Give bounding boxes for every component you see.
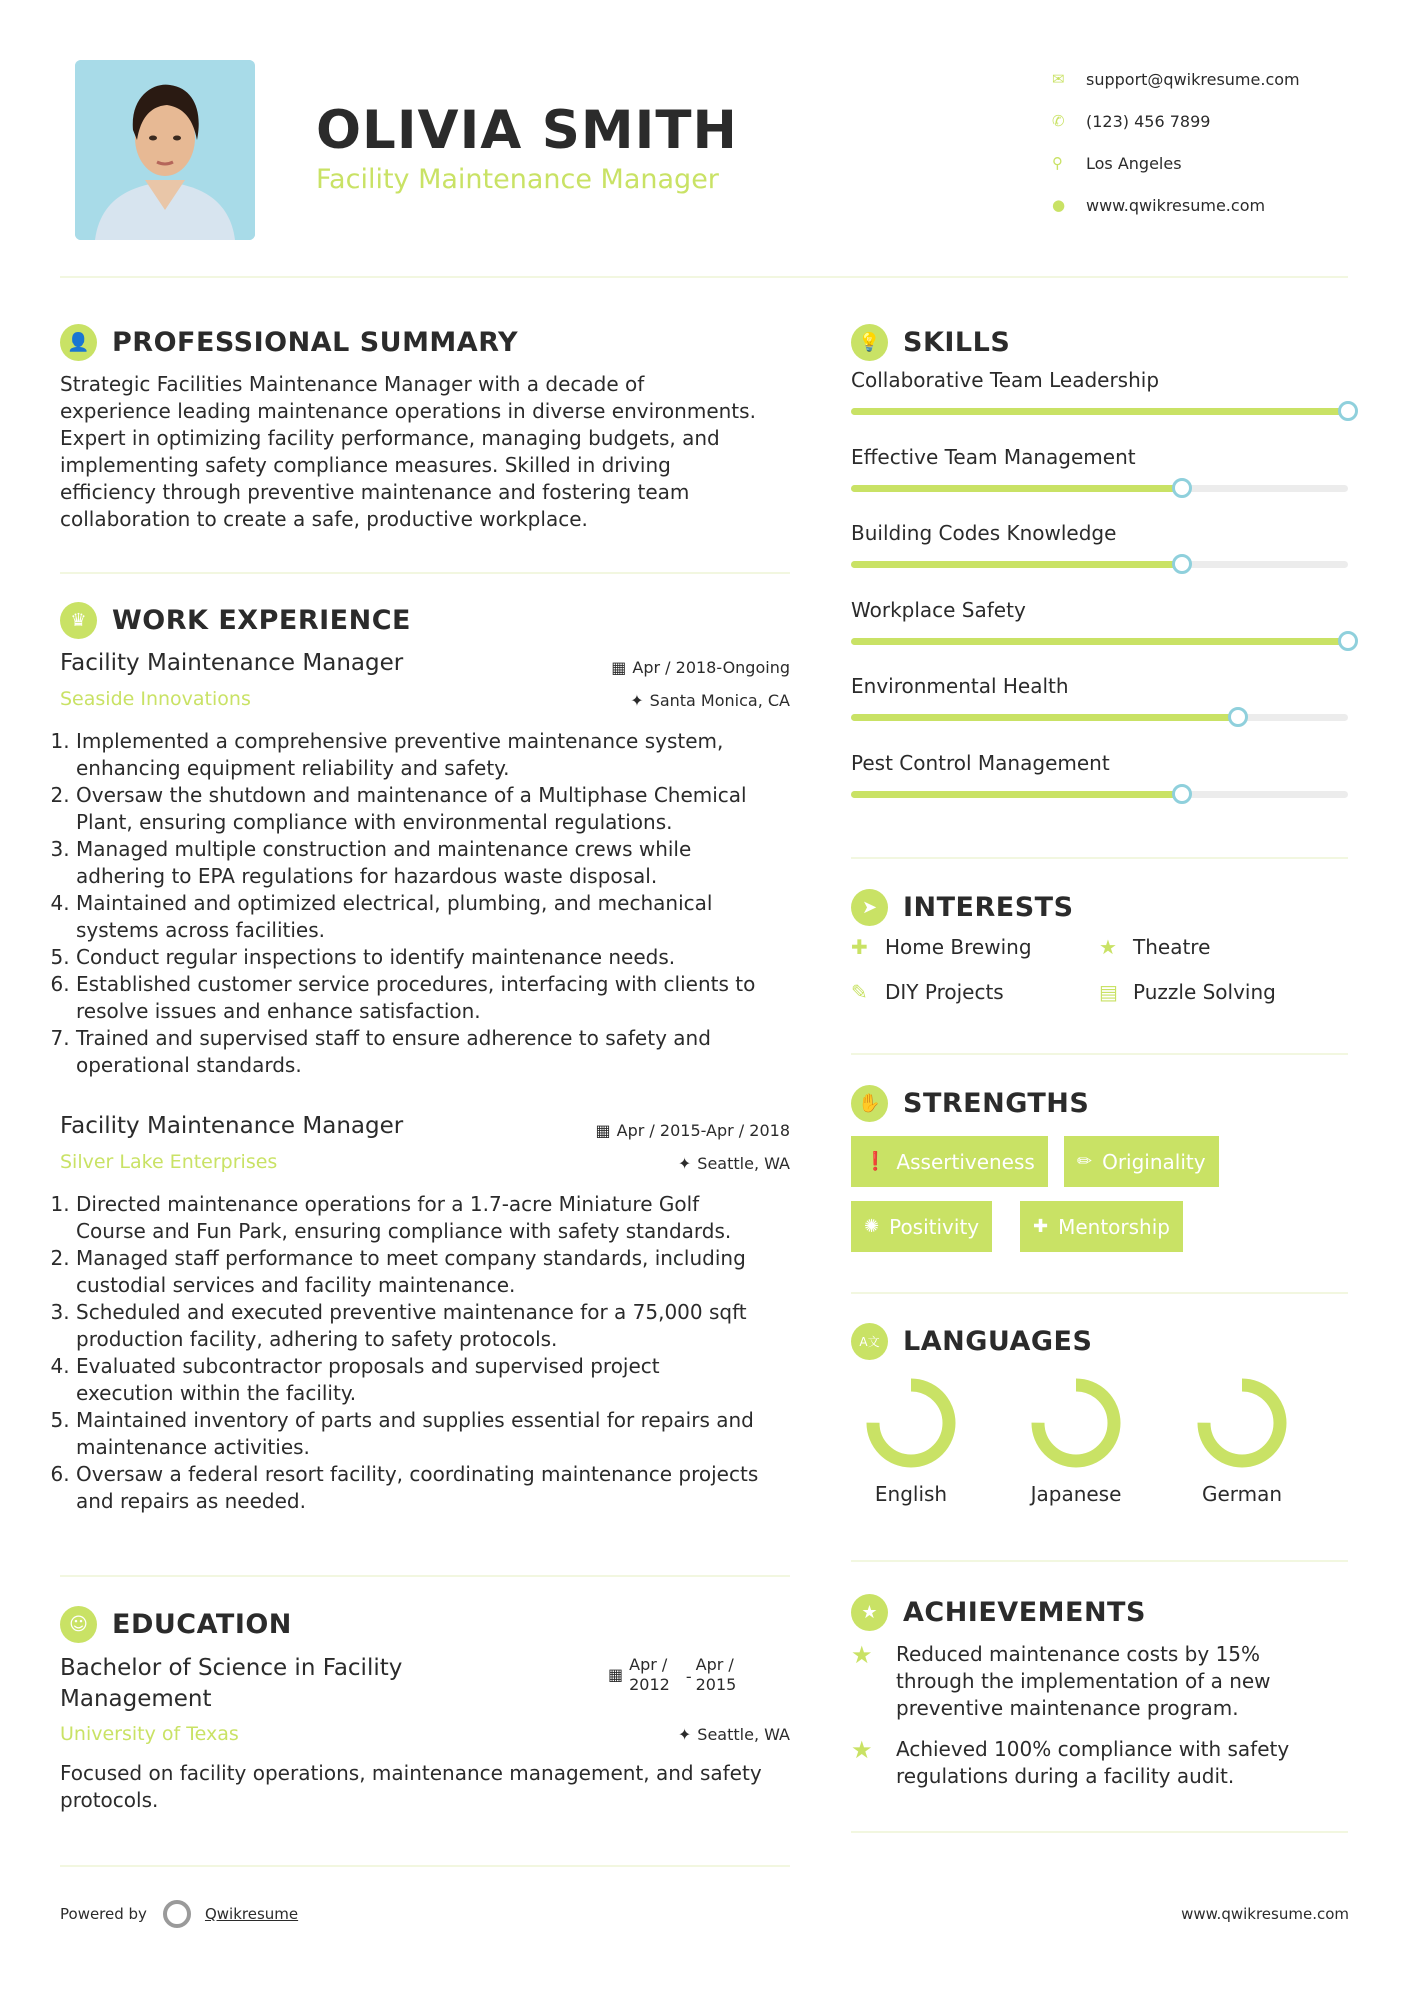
job-title: Facility Maintenance Manager [60, 650, 404, 676]
education-date [608, 1655, 736, 1695]
skill-name: Collaborative Team Leadership [851, 368, 1160, 392]
interest-item: ✎ DIY Projects [851, 980, 1004, 1004]
list-item: 1. Implemented a comprehensive preventive maintenance system, enhancing equipment reliability and safety. [76, 728, 807, 782]
language-gauge [1031, 1378, 1121, 1468]
school-name: University of Texas [60, 1723, 239, 1745]
language-gauge-arc [1038, 1385, 1114, 1461]
education-date-sep: - [685, 1667, 692, 1686]
wrench-icon: ✎ [851, 980, 868, 1004]
list-item: 2. Oversaw the shutdown and maintenance of a Multiphase Chemical Plant, ensuring compliance with environmental regulations. [76, 782, 807, 836]
job-duties [57, 1191, 807, 1515]
language-item [1167, 1378, 1317, 1506]
job-company: Seaside Innovations [60, 688, 251, 710]
skill-bar-knob [1172, 784, 1192, 804]
skills-title: SKILLS [903, 327, 1011, 358]
skill-bar [851, 408, 1348, 415]
achievements-divider [851, 1831, 1348, 1833]
pencil-icon: ✏ [1077, 1151, 1093, 1172]
achievement-item: ★ Reduced maintenance costs by 15% through the implementation of a new preventive maintenance program. [851, 1641, 1271, 1720]
qwikresume-logo-icon [163, 1900, 191, 1928]
paper-plane-icon: ➤ [851, 889, 888, 926]
skills-divider [851, 857, 1348, 859]
skill-bar [851, 485, 1348, 492]
summary-text [60, 371, 800, 533]
job-location-text: Seattle, WA [697, 1154, 790, 1173]
contact-list [1052, 58, 1300, 226]
location-icon: ⚲ [1052, 154, 1063, 172]
experience-title: WORK EXPERIENCE [112, 605, 411, 636]
candidate-name: OLIVIA SMITH [316, 100, 738, 161]
language-gauge [866, 1378, 956, 1468]
footer-website[interactable]: www.qwikresume.com [1181, 1905, 1349, 1923]
contact-website[interactable] [1052, 184, 1300, 226]
job-location [678, 1154, 790, 1173]
education-description: Focused on facility operations, maintenance management, and safety protocols. [60, 1761, 762, 1812]
skill-bar-knob [1338, 631, 1358, 651]
skill-bar-knob [1172, 554, 1192, 574]
job-location [630, 691, 790, 710]
calendar-icon: ▦ [595, 1121, 611, 1140]
avatar-illustration [75, 60, 255, 240]
hand-icon: ✋ [851, 1085, 888, 1122]
interest-item: ✚ Home Brewing [851, 935, 1032, 959]
candidate-role: Facility Maintenance Manager [316, 164, 719, 195]
phone-icon: ✆ [1052, 112, 1065, 130]
language-gauge [1197, 1378, 1287, 1468]
skill-bar [851, 638, 1348, 645]
star-icon: ★ [851, 1641, 873, 1669]
list-item: 2. Managed staff performance to meet company standards, including custodial services and facility maintenance. [76, 1245, 807, 1299]
skill-name: Environmental Health [851, 674, 1069, 698]
job-date-text: Apr / 2018-Ongoing [632, 658, 790, 677]
skills-heading [851, 324, 1010, 361]
skill-item [851, 368, 1348, 415]
job-date [611, 658, 790, 677]
pin-icon: ✦ [677, 1154, 692, 1173]
strengths-title: STRENGTHS [903, 1088, 1090, 1119]
skill-name: Building Codes Knowledge [851, 521, 1117, 545]
contact-phone-text: (123) 456 7899 [1086, 111, 1211, 131]
summary-divider [60, 572, 790, 574]
job-date [596, 1121, 790, 1140]
list-item: 5. Maintained inventory of parts and supplies essential for repairs and maintenance activities. [76, 1407, 807, 1461]
header-divider [60, 276, 1348, 278]
list-item: 7. Trained and supervised staff to ensure adherence to safety and operational standards. [76, 1025, 807, 1079]
language-name: Japanese [1030, 1482, 1122, 1506]
language-item [1001, 1378, 1151, 1506]
list-item: 4. Evaluated subcontractor proposals and supervised project execution within the facility. [76, 1353, 807, 1407]
footer-powered-by [60, 1900, 298, 1928]
calendar-icon: ▦ [611, 658, 627, 677]
education-title: EDUCATION [112, 1609, 292, 1640]
strength-chip: ✺ Positivity [851, 1201, 992, 1252]
summary-line: implementing safety compliance measures. Skilled in driving [60, 453, 671, 477]
list-item: 1. Directed maintenance operations for a 1.7-acre Miniature Golf Course and Fun Park, ensuring compliance with safety standards. [76, 1191, 807, 1245]
education-date-start: Apr / 2012 [629, 1655, 670, 1694]
skill-item [851, 445, 1348, 492]
graduation-icon: ☺ [60, 1606, 97, 1643]
contact-website-text: www.qwikresume.com [1086, 195, 1266, 215]
job-date-text: Apr / 2015-Apr / 2018 [616, 1121, 790, 1140]
list-item: 3. Scheduled and executed preventive maintenance for a 75,000 sqft production facility, adhering to safety protocols. [76, 1299, 807, 1353]
star-icon: ★ [851, 1736, 873, 1764]
skill-bar [851, 561, 1348, 568]
language-name: English [874, 1482, 948, 1506]
book-icon: ▤ [1099, 980, 1118, 1004]
star-icon: ★ [1099, 935, 1117, 959]
interests-divider [851, 1053, 1348, 1055]
strengths-divider [851, 1292, 1348, 1294]
language-name: German [1201, 1482, 1283, 1506]
contact-email-text: support@qwikresume.com [1086, 69, 1300, 89]
education-location-text: Seattle, WA [697, 1725, 790, 1744]
qwikresume-link[interactable]: Qwikresume [204, 1905, 299, 1923]
puzzle-piece-icon: ✚ [851, 935, 868, 959]
education-date-end: Apr / 2015 [695, 1655, 737, 1694]
contact-email[interactable] [1052, 58, 1300, 100]
degree-title: Bachelor of Science in Facility Management [60, 1655, 403, 1712]
job-location-text: Santa Monica, CA [649, 691, 790, 710]
skill-bar [851, 791, 1348, 798]
skill-item [851, 674, 1348, 721]
summary-title: PROFESSIONAL SUMMARY [112, 327, 519, 358]
globe-icon: ● [1052, 196, 1066, 214]
strength-chip: ❗ Assertiveness [851, 1136, 1048, 1187]
achievements-heading [851, 1594, 1146, 1631]
skill-item [851, 521, 1348, 568]
skill-item [851, 751, 1348, 798]
list-item: 6. Oversaw a federal resort facility, coordinating maintenance projects and repairs as needed. [76, 1461, 807, 1515]
envelope-icon: ✉ [1052, 70, 1065, 88]
skill-bar-knob [1228, 707, 1248, 727]
experience-divider [60, 1575, 790, 1577]
skill-name: Pest Control Management [851, 750, 1110, 775]
languages-divider [851, 1560, 1348, 1562]
user-icon: 👤 [60, 324, 97, 361]
contact-location-text: Los Angeles [1086, 153, 1182, 173]
list-item: 5. Conduct regular inspections to identify maintenance needs. [76, 944, 807, 971]
briefcase-icon: ♛ [60, 602, 97, 639]
education-heading [60, 1606, 292, 1643]
skill-item [851, 598, 1348, 645]
skill-name: Workplace Safety [851, 597, 1026, 622]
summary-line: collaboration to create a safe, productive workplace. [60, 507, 588, 531]
skill-bar-knob [1172, 478, 1192, 498]
trophy-icon: ★ [851, 1594, 888, 1631]
job-title: Facility Maintenance Manager [60, 1113, 404, 1139]
skill-bar-fill [851, 561, 1182, 568]
skill-bar-fill [851, 408, 1348, 415]
translate-icon: A文 [851, 1323, 888, 1360]
contact-location [1052, 142, 1300, 184]
summary-heading [60, 324, 518, 361]
strengths-heading [851, 1085, 1089, 1122]
education-location [678, 1725, 790, 1744]
summary-line: Expert in optimizing facility performance, managing budgets, and [60, 426, 720, 450]
calendar-icon: ▦ [608, 1665, 624, 1684]
interests-heading [851, 889, 1074, 926]
pin-icon: ✦ [677, 1725, 692, 1744]
skill-bar-fill [851, 638, 1348, 645]
skill-bar-knob [1338, 401, 1358, 421]
job-duties [57, 728, 807, 1079]
language-gauge-arc [873, 1385, 949, 1461]
education-divider [60, 1865, 790, 1867]
sun-icon: ✺ [864, 1216, 880, 1237]
job-company: Silver Lake Enterprises [60, 1151, 278, 1173]
skill-bar-fill [851, 485, 1182, 492]
skill-bar [851, 714, 1348, 721]
lightbulb-icon: 💡 [851, 324, 888, 361]
interests-title: INTERESTS [903, 892, 1074, 923]
list-item: 4. Maintained and optimized electrical, plumbing, and mechanical systems across facilities. [76, 890, 807, 944]
achievement-item: ★ Achieved 100% compliance with safety regulations during a facility audit. [851, 1736, 1290, 1788]
interest-item: ★ Theatre [1099, 935, 1211, 959]
languages-title: LANGUAGES [903, 1326, 1093, 1357]
language-gauge-arc [1204, 1385, 1280, 1461]
contact-phone[interactable] [1052, 100, 1300, 142]
pin-icon: ✦ [630, 691, 644, 710]
skill-name: Effective Team Management [851, 444, 1136, 469]
user-plus-icon: ✚ [1033, 1216, 1049, 1237]
list-item: 6. Established customer service procedures, interfacing with clients to resolve issues and enhance satisfaction. [76, 971, 807, 1025]
powered-by-label: Powered by [60, 1905, 147, 1923]
list-item: 3. Managed multiple construction and maintenance crews while adhering to EPA regulations for hazardous waste disposal. [76, 836, 807, 890]
strength-chip: ✚ Mentorship [1020, 1201, 1183, 1252]
interest-item: ▤ Puzzle Solving [1099, 980, 1276, 1004]
summary-line: experience leading maintenance operations in diverse environments. [60, 399, 756, 423]
skill-bar-fill [851, 791, 1182, 798]
strength-chip: ✏ Originality [1064, 1136, 1219, 1187]
experience-heading [60, 602, 411, 639]
summary-line: Strategic Facilities Maintenance Manager with a decade of [60, 372, 645, 396]
exclamation-icon: ❗ [864, 1151, 887, 1172]
profile-photo [75, 60, 255, 240]
languages-heading [851, 1323, 1092, 1360]
summary-line: efficiency through preventive maintenance and fostering team [60, 480, 690, 504]
skill-bar-fill [851, 714, 1238, 721]
achievements-title: ACHIEVEMENTS [903, 1597, 1146, 1628]
language-item [836, 1378, 986, 1506]
